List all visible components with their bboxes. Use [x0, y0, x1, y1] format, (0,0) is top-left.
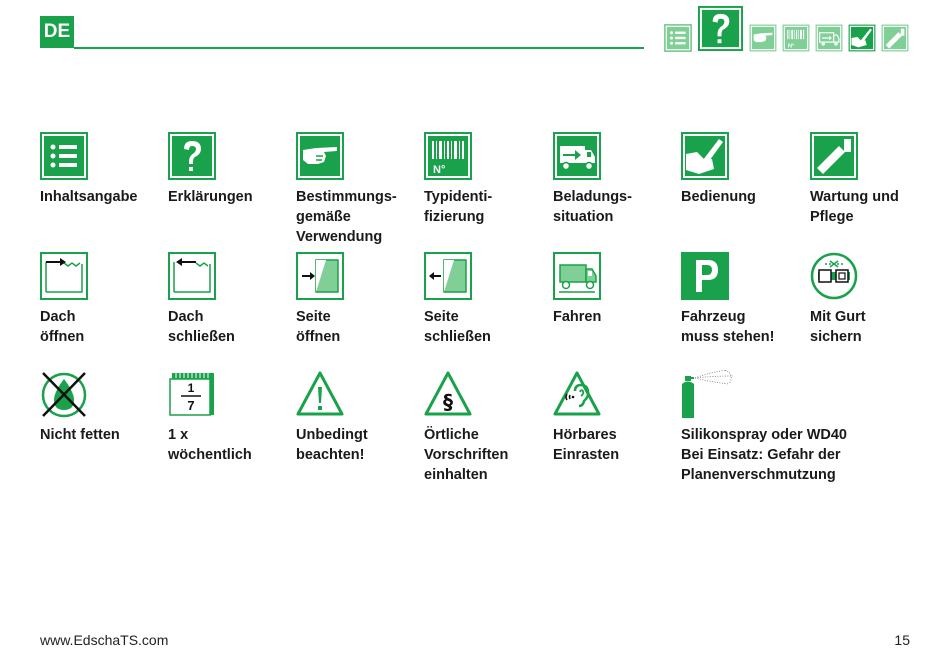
legend-label: Bedienung [681, 189, 756, 205]
legend-item-must-observe [296, 370, 421, 465]
legend-item-open-side [296, 252, 421, 347]
calendar-top: 1 [187, 381, 195, 395]
hand-tool-icon[interactable] [848, 24, 876, 52]
legend-label: Dach öffnen [40, 309, 85, 345]
question-icon[interactable] [697, 5, 744, 52]
legend-item-operation [681, 132, 806, 207]
legend-item-driving [553, 252, 678, 327]
legend-item-silicone-spray [681, 370, 911, 485]
legend-item-intended-use [296, 132, 421, 247]
calendar-bottom: 7 [187, 398, 195, 413]
legend-label: Fahren [553, 309, 602, 325]
legend-item-close-roof [168, 252, 293, 347]
barcode-icon [424, 132, 472, 180]
roof-open-icon [40, 252, 88, 300]
legend-label: Mit Gurt sichern [810, 309, 866, 345]
question-icon [168, 132, 216, 180]
legend-label: Inhaltsangabe [40, 189, 138, 205]
legend-label: Nicht fetten [40, 427, 120, 443]
legend-item-no-grease [40, 370, 165, 445]
legend-label: Seite öffnen [296, 309, 341, 345]
legend-label: 1 x wöchentlich [168, 427, 252, 463]
legend-item-loading-situation [553, 132, 678, 227]
legend-item-open-roof [40, 252, 165, 347]
hand-tool-icon [681, 132, 729, 180]
paragraph-warning-icon [424, 370, 472, 418]
pointing-hand-icon[interactable] [749, 24, 777, 52]
parking-icon [681, 252, 729, 300]
legend-label: Örtliche Vorschriften einhalten [424, 427, 509, 483]
no-grease-icon [40, 370, 88, 418]
maintenance-icon [810, 132, 858, 180]
legend-item-contents [40, 132, 165, 207]
legend-label: Dach schließen [168, 309, 235, 345]
list-icon [40, 132, 88, 180]
legend-label: Unbedingt beachten! [296, 427, 368, 463]
legend-label: Beladungs- situation [553, 189, 632, 225]
legend-item-type-identification [424, 132, 549, 227]
legend-item-local-regulations [424, 370, 549, 485]
ear-warning-icon [553, 370, 601, 418]
barcode-icon[interactable] [782, 24, 810, 52]
legend-label: Typidenti- fizierung [424, 189, 493, 225]
truck-icon[interactable] [815, 24, 843, 52]
side-open-icon [296, 252, 344, 300]
belt-secure-icon [810, 252, 858, 300]
legend-item-explanations [168, 132, 293, 207]
legend-item-secure-belt [810, 252, 935, 347]
header-rule [74, 47, 644, 49]
svg-text:N°: N° [433, 164, 446, 176]
list-icon[interactable] [664, 24, 692, 52]
footer-website[interactable]: www.EdschaTS.com [40, 632, 169, 648]
legend-item-maintenance [810, 132, 935, 227]
side-close-icon [424, 252, 472, 300]
roof-close-icon [168, 252, 216, 300]
warning-icon [296, 370, 344, 418]
legend-item-vehicle-stationary [681, 252, 806, 347]
language-badge: DE [40, 16, 74, 48]
legend-label: Seite schließen [424, 309, 491, 345]
calendar-icon [168, 370, 216, 418]
maintenance-icon[interactable] [881, 24, 909, 52]
legend-label: Silikonspray oder WD40 Bei Einsatz: Gefahr der Planenverschmutzung [681, 427, 847, 483]
truck-icon [553, 132, 601, 180]
legend-label: Wartung und Pflege [810, 189, 899, 225]
legend-item-audible-click [553, 370, 678, 465]
legend-item-close-side [424, 252, 549, 347]
legend-item-weekly [168, 370, 293, 465]
legend-label: Erklärungen [168, 189, 253, 205]
pointing-hand-icon [296, 132, 344, 180]
legend-label: Bestimmungs- gemäße Verwendung [296, 189, 397, 245]
legend-label: Hörbares Einrasten [553, 427, 620, 463]
driving-truck-icon [553, 252, 601, 300]
legend-label: Fahrzeug muss stehen! [681, 309, 775, 345]
page-number: 15 [894, 632, 910, 648]
svg-text:§: § [443, 390, 453, 414]
svg-text:N°: N° [787, 43, 795, 50]
spray-can-icon [681, 370, 737, 418]
